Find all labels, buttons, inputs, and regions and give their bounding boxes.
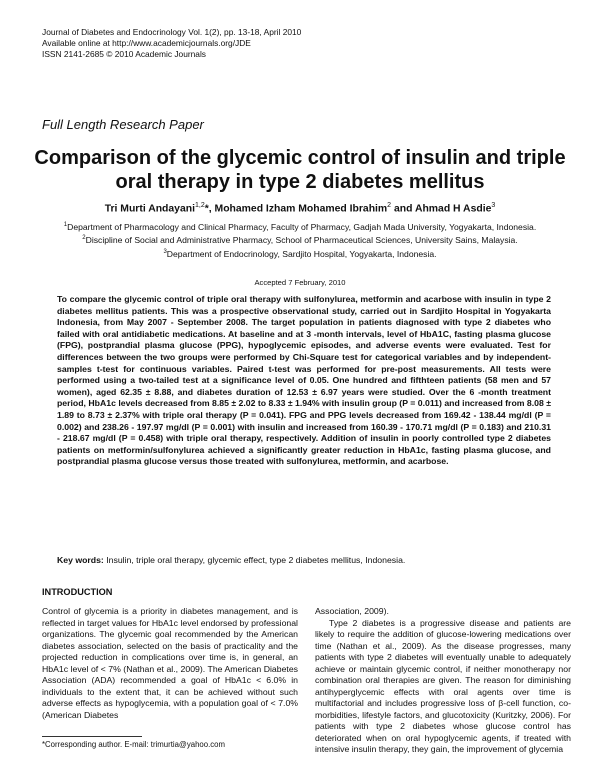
introduction-heading: INTRODUCTION xyxy=(42,587,113,597)
author-separator: and xyxy=(391,203,415,215)
affiliations xyxy=(30,220,570,260)
author-separator: *, xyxy=(204,203,215,215)
paragraph: Control of glycemia is a priority in diabetes management, and is reflected in target values for HbA1c level endorsed by professional organizations. The glycemic goal recommended by the American diabetes association, selected on the basis of practicality and the projected reduction in complications over time is, in general, an HbA1c level of < 7% (Nathan et al., 2009). The American Diabetes Association (ADA) recommended a goal of HbA1c < 6.0% in individuals to the extent that, it can be achieved without such adverse effects as hypoglycemia, with a population goal of < 7.0% (American Diabetes xyxy=(42,606,298,720)
left-column xyxy=(42,606,298,721)
affiliation-text: Department of Pharmacology and Clinical Pharmacy, Faculty of Pharmacy, Gadjah Mada University, Yogyakarta, Indonesia. xyxy=(67,221,537,232)
paragraph: Type 2 diabetes is a progressive disease and patients are likely to require the addition of glucose-lowering medications over time (Nathan et al., 2009). As the disease progresses, many patients with type 2 diabetes will eventually unable to adequately achieve or maintain glycemic control, if neither monotherapy nor combination oral therapies are given. The reason for diminishing antihyperglycemic effects with oral agents over time is multifactorial and includes progressive loss of β-cell function, co-morbidities, lifestyle factors, and glucotoxicity (Kuritzky, 2006). For patients with type 2 diabetes whose glucose control has deteriorated when on oral hypoglycemic agents, if treated with intensive insulin therapy, they gain, the improvement of glycemia xyxy=(315,617,571,754)
journal-url: Available online at http://www.academicjournals.org/JDE xyxy=(42,38,251,48)
article-type: Full Length Research Paper xyxy=(42,117,204,132)
affiliation-3 xyxy=(30,247,570,260)
affiliation-1 xyxy=(30,220,570,233)
paper-title: Comparison of the glycemic control of insulin and triple oral therapy in type 2 diabetes mellitus xyxy=(34,147,566,193)
affiliation-2 xyxy=(30,233,570,246)
author-name: Ahmad H Asdie xyxy=(414,203,492,215)
affiliation-text: Department of Endocrinology, Sardjito Hospital, Yogyakarta, Indonesia. xyxy=(166,248,437,259)
footnote-divider xyxy=(42,736,142,737)
author-name: Mohamed Izham Mohamed Ibrahim xyxy=(214,203,388,215)
affiliation-mark: 3 xyxy=(163,248,167,255)
author-name: Tri Murti Andayani xyxy=(104,203,195,215)
affiliation-mark: 2 xyxy=(82,235,86,242)
journal-issn: ISSN 2141-2685 © 2010 Academic Journals xyxy=(42,49,206,59)
journal-citation: Journal of Diabetes and Endocrinology Vol. 1(2), pp. 13-18, April 2010 xyxy=(42,27,302,37)
keywords xyxy=(57,555,551,566)
paragraph: Association, 2009). xyxy=(315,606,389,616)
accepted-date: Accepted 7 February, 2010 xyxy=(254,278,346,287)
corresponding-author-footnote: *Corresponding author. E-mail: trimurtia@yahoo.com xyxy=(42,740,225,749)
author-list xyxy=(20,199,580,215)
keywords-text: Insulin, triple oral therapy, glycemic effect, type 2 diabetes mellitus, Indonesia. xyxy=(103,555,406,565)
keywords-label: Key words: xyxy=(57,555,104,565)
author-affiliation-mark: 1,2 xyxy=(194,202,205,209)
author-affiliation-mark: 2 xyxy=(387,202,392,209)
author-affiliation-mark: 3 xyxy=(491,202,496,209)
affiliation-text: Discipline of Social and Administrative Pharmacy, School of Pharmaceutical Sciences, University Sains, Malaysia. xyxy=(85,235,518,246)
right-column xyxy=(315,606,571,756)
abstract: To compare the glycemic control of triple oral therapy with sulfonylurea, metformin and acarbose with insulin in type 2 diabetes mellitus patients. This was a prospective observational study, carried out in Sardjito Hospital in Yogyakarta Indonesia, from May 2007 - September 2008. The target population in patients diagnosed with type 2 diabetes who failed with oral antidiabetic medications. At baseline and at 3 -month intervals, level of HbA1C, fasting plasma glucose (FPG), postprandial plasma glucose (PPG), hypoglycemic episodes, and adverse events were evaluated. Test for differences between the two groups were performed by Chi-Square test for categorical variables and by independent-samples t-test for continuous variables. Paired t-test was performed for pre-post measurements. All tests were performed using a two-tailed test at a significance level of 0.05. One hundred and fifthteen patients (58 men and 57 women), aged 62.35 ± 8.88, and diabetes duration of 12.53 ± 6.97 years were studied. Over the 6 -month treatment period, HbA1c levels decreased from 8.85 ± 2.02 to 8.33 ± 1.94% with insulin group (P = 0.011) and increased from 8.08 ± 1.89 to 8.73 ± 2.37% with triple oral therapy (P = 0.041). FPG and PPG levels decreased from 169.42 - 138.44 mg/dl (P = 0.002) and 238.26 - 197.97 mg/dl (P = 0.001) with insulin and increased from 160.39 - 170.71 mg/dl (P = 0.183) and 210.31 - 218.67 mg/dl (P = 0.458) with triple oral therapy, respectively. Addition of insulin in poorly controlled type 2 diabetes patients on metformin/sulfonylurea achieved a significantly greater reduction in HbA1c, fasting plasma glucose, and postprandial plasma glucose versus those treated with sulfonylurea, metformin, and acarbose. xyxy=(57,294,551,467)
affiliation-mark: 1 xyxy=(63,222,68,228)
journal-header xyxy=(42,27,301,60)
